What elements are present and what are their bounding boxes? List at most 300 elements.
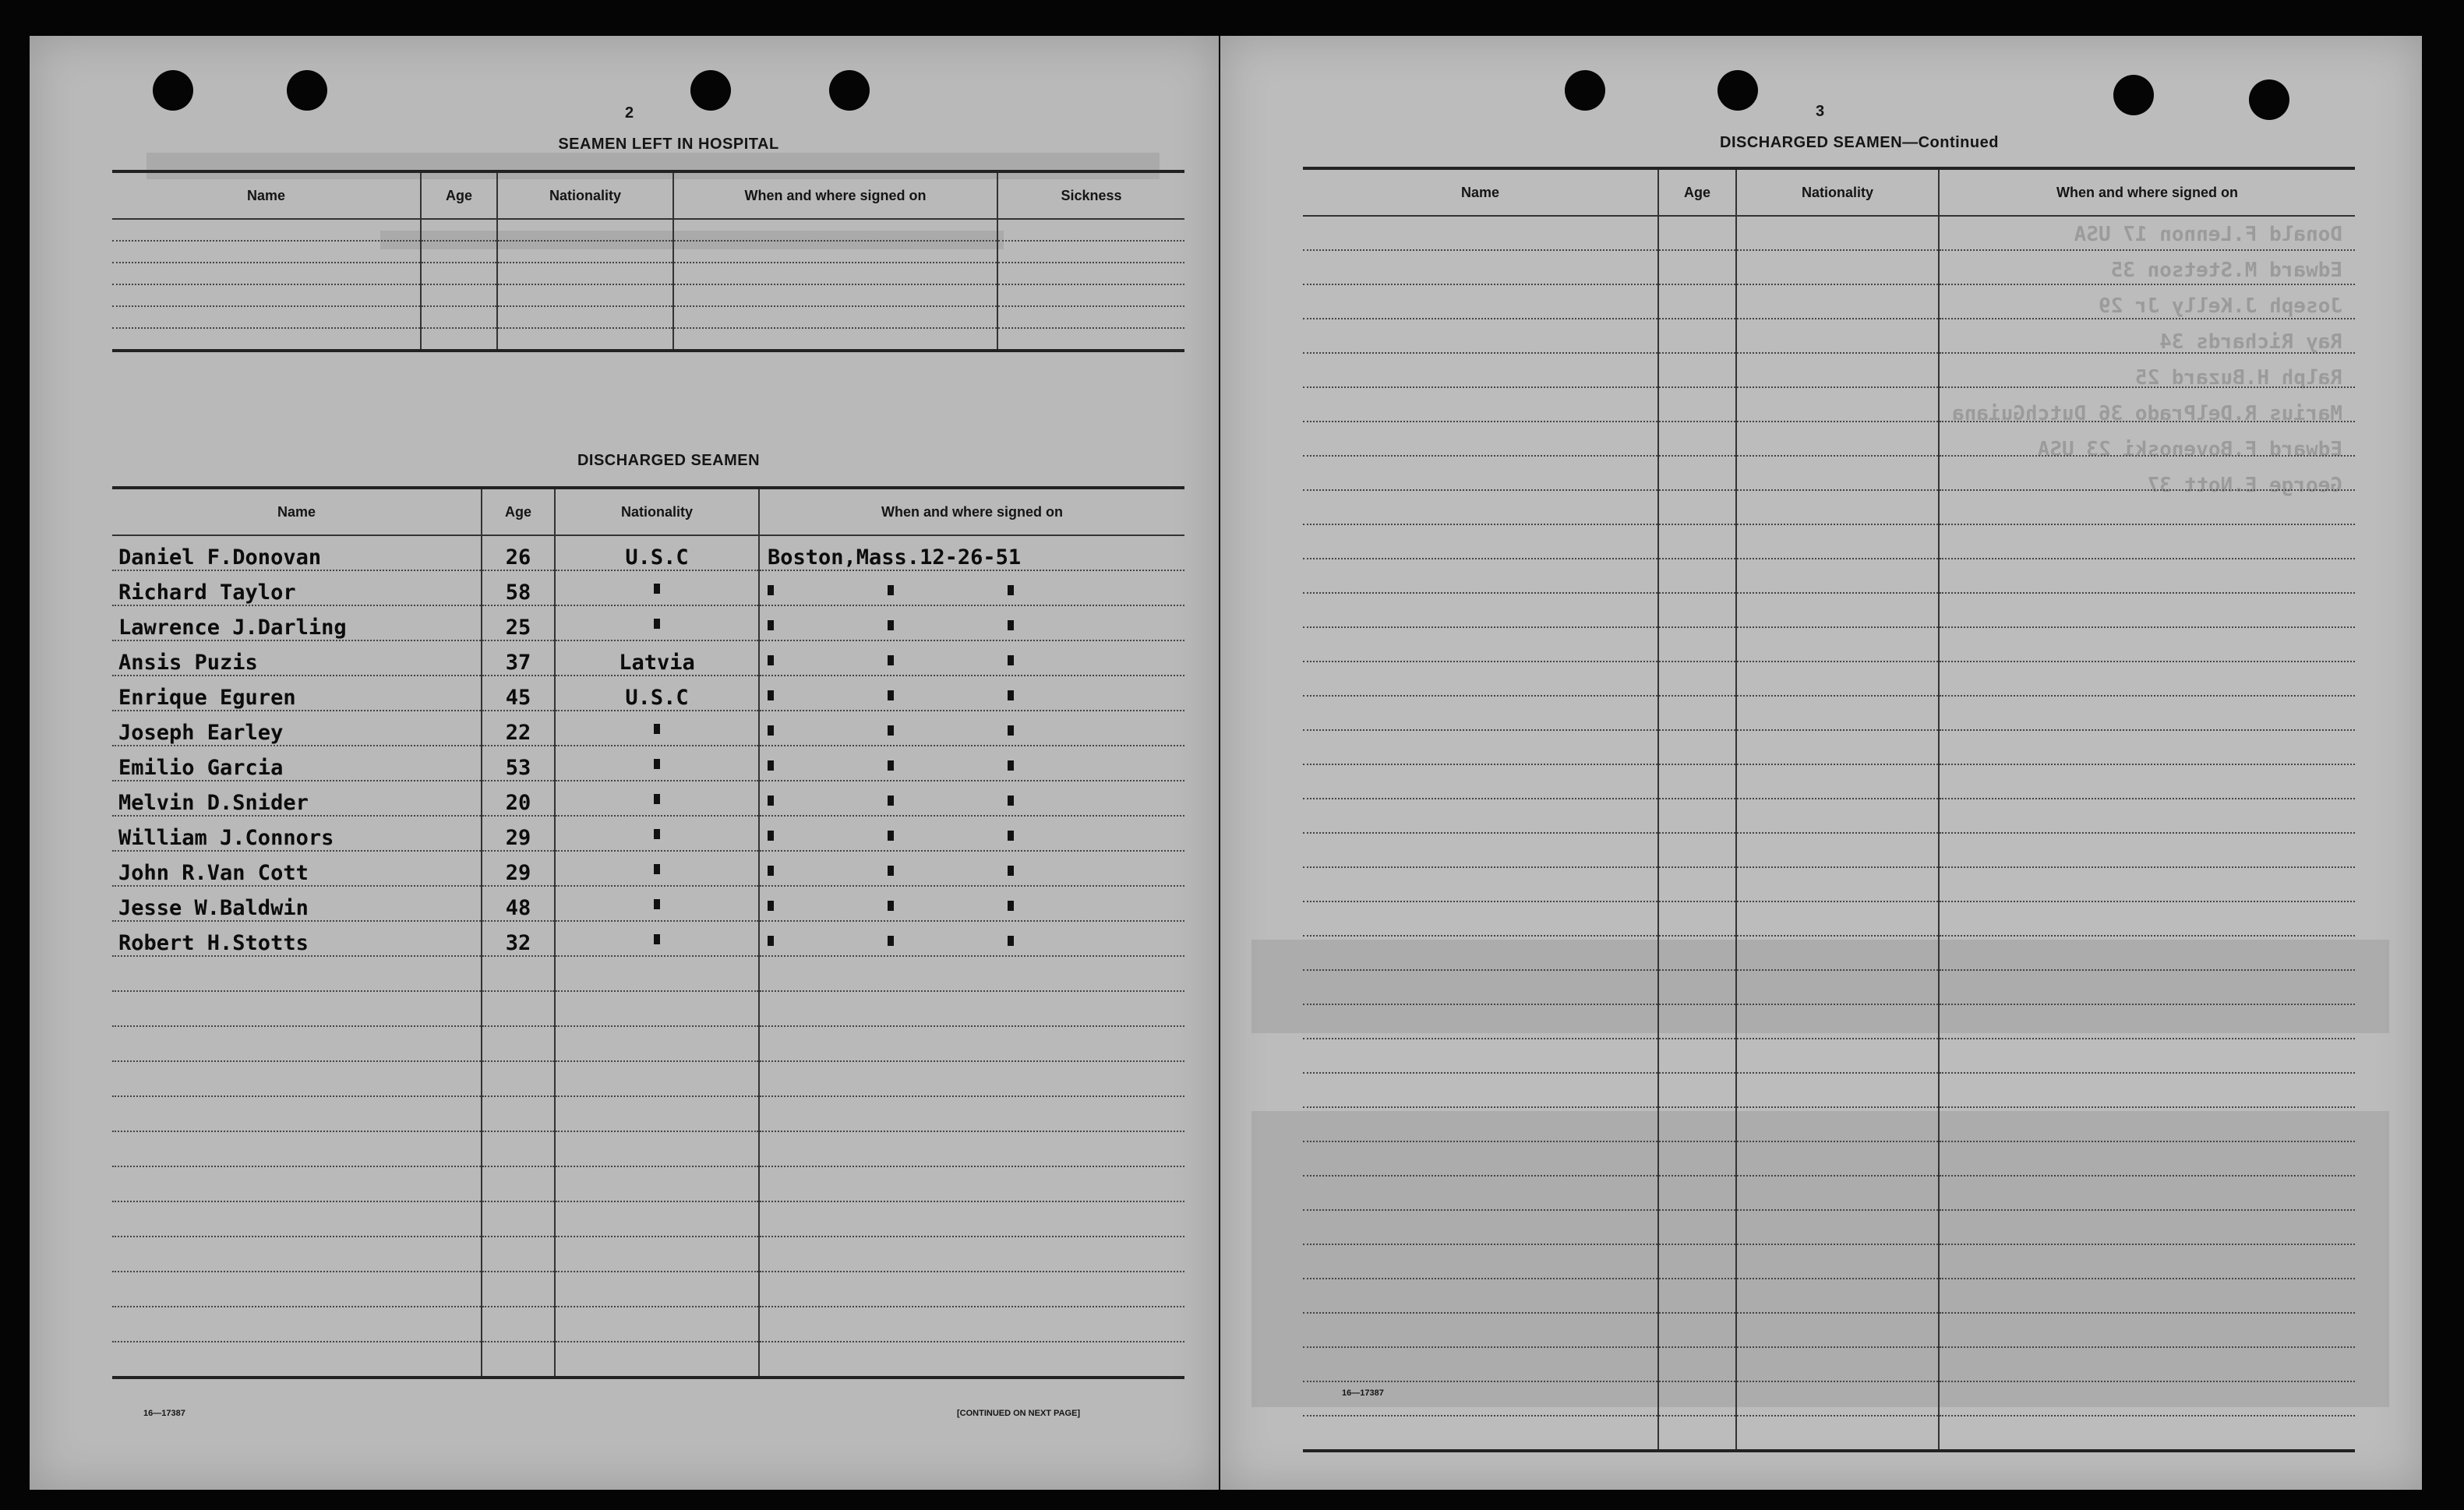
blank-cell: [1303, 627, 1658, 662]
ditto-mark: [768, 655, 774, 665]
blank-cell: [1736, 490, 1939, 524]
blank-cell: [1303, 867, 1658, 901]
blank-cell: [112, 284, 421, 306]
blank-cell: [482, 1166, 555, 1201]
blank-cell: [112, 1026, 482, 1061]
left-form-page: [30, 36, 1219, 1490]
blank-cell: [1736, 1279, 1939, 1313]
blank-cell: [421, 328, 497, 351]
bleed-through-text: Joseph J.Kelly Jr 29: [2098, 295, 2342, 318]
blank-cell: [1658, 970, 1736, 1004]
blank-cell: [1303, 456, 1658, 490]
ditto-mark: [768, 866, 774, 876]
seaman-name: Daniel F.Donovan: [112, 535, 482, 570]
blank-cell: [1658, 1107, 1736, 1141]
blank-row: [1303, 1004, 2355, 1039]
blank-cell: [112, 1342, 482, 1378]
seaman-row: [112, 851, 1184, 886]
ditto-mark: [768, 901, 774, 911]
blank-cell: [1939, 1039, 2355, 1073]
blank-cell: [673, 284, 997, 306]
blank-cell: [1658, 1313, 1736, 1347]
ditto-mark: [768, 725, 774, 736]
blank-cell: [1939, 627, 2355, 662]
blank-cell: [759, 1307, 1184, 1342]
blank-cell: [1658, 524, 1736, 559]
seaman-nationality: U.S.C: [555, 535, 759, 570]
blank-cell: [1736, 1039, 1939, 1073]
blank-cell: [1736, 216, 1939, 250]
seaman-name: Joseph Earley: [112, 711, 482, 746]
blank-cell: [1658, 1279, 1736, 1313]
ditto-marks: [768, 901, 1014, 920]
blank-cell: [1658, 490, 1736, 524]
blank-row: [1303, 559, 2355, 593]
blank-cell: [1303, 559, 1658, 593]
blank-cell: [1658, 627, 1736, 662]
ditto-mark: [768, 620, 774, 630]
ditto-mark: [888, 796, 894, 806]
blank-cell: [1658, 559, 1736, 593]
seaman-row: [112, 676, 1184, 711]
blank-cell: [1658, 250, 1736, 284]
ditto-mark: [768, 831, 774, 841]
blank-cell: [1303, 1004, 1658, 1039]
seaman-age: 53: [482, 746, 555, 781]
seaman-age: 25: [482, 605, 555, 640]
blank-cell: [482, 1131, 555, 1166]
blank-row: [112, 991, 1184, 1026]
blank-cell: [1736, 867, 1939, 901]
blank-cell: [1658, 696, 1736, 730]
ditto-mark: [888, 690, 894, 700]
ditto-marks: [768, 936, 1014, 955]
seaman-name: Jesse W.Baldwin: [112, 886, 482, 921]
punch-hole: [1717, 70, 1758, 111]
seaman-age: 26: [482, 535, 555, 570]
blank-row: [1303, 764, 2355, 799]
blank-cell: [497, 263, 673, 284]
blank-cell: [1939, 524, 2355, 559]
blank-cell: [112, 1272, 482, 1307]
blank-cell: [1658, 1244, 1736, 1279]
blank-row: [1303, 422, 2355, 456]
blank-cell: [1658, 867, 1736, 901]
right-form-page: [1220, 36, 2422, 1490]
column-header: Nationality: [497, 171, 673, 219]
hospital-table-header: [112, 171, 1184, 219]
blank-cell: [1658, 387, 1736, 422]
blank-cell: [759, 1342, 1184, 1378]
column-header: Name: [112, 171, 421, 219]
blank-cell: [421, 306, 497, 328]
blank-cell: [1736, 524, 1939, 559]
ditto-mark: [1008, 901, 1014, 911]
ditto-mark: [888, 655, 894, 665]
blank-row: [1303, 1381, 2355, 1416]
seaman-row: [112, 816, 1184, 851]
blank-cell: [112, 1166, 482, 1201]
blank-cell: [1658, 1004, 1736, 1039]
punch-hole: [153, 70, 193, 111]
blank-row: [1303, 1416, 2355, 1451]
ditto-mark: [654, 759, 660, 769]
ditto-mark: [888, 760, 894, 771]
blank-cell: [1303, 1141, 1658, 1176]
blank-cell: [112, 1307, 482, 1342]
blank-cell: [1303, 422, 1658, 456]
blank-row: [1303, 456, 2355, 490]
punch-hole: [2113, 75, 2154, 115]
blank-cell: [1736, 593, 1939, 627]
ditto-mark: [654, 619, 660, 629]
blank-cell: [555, 1237, 759, 1272]
blank-cell: [997, 219, 1184, 241]
blank-row: [112, 1166, 1184, 1201]
blank-cell: [1736, 559, 1939, 593]
blank-cell: [1939, 1176, 2355, 1210]
bleed-through-text: Edward F.Bovenoski 23 USA: [2037, 438, 2342, 461]
blank-cell: [555, 1061, 759, 1096]
blank-row: [1303, 970, 2355, 1004]
blank-cell: [1939, 284, 2355, 319]
blank-cell: [997, 284, 1184, 306]
blank-cell: [1303, 1416, 1658, 1451]
blank-row: [1303, 1210, 2355, 1244]
blank-cell: [759, 1201, 1184, 1237]
blank-cell: [1736, 730, 1939, 764]
blank-cell: [1939, 1107, 2355, 1141]
blank-cell: [1658, 422, 1736, 456]
blank-cell: [1736, 1244, 1939, 1279]
blank-row: [112, 1096, 1184, 1131]
blank-cell: [1658, 1347, 1736, 1381]
blank-row: [1303, 1244, 2355, 1279]
seaman-name: John R.Van Cott: [112, 851, 482, 886]
seaman-nationality-ditto: [555, 816, 759, 851]
seaman-row: [112, 921, 1184, 956]
blank-cell: [673, 263, 997, 284]
blank-cell: [997, 328, 1184, 351]
blank-cell: [1939, 1381, 2355, 1416]
ditto-marks: [768, 725, 1014, 745]
bleed-through-text: Marius R.DelPrado 36 DutchGuiana: [1952, 402, 2342, 425]
blank-cell: [1939, 1244, 2355, 1279]
blank-cell: [1658, 1073, 1736, 1107]
blank-cell: [1939, 799, 2355, 833]
blank-row: [1303, 799, 2355, 833]
blank-cell: [759, 1166, 1184, 1201]
punch-hole: [829, 70, 870, 111]
blank-cell: [1939, 1313, 2355, 1347]
blank-cell: [1736, 764, 1939, 799]
blank-cell: [1736, 284, 1939, 319]
column-header: Age: [1658, 168, 1736, 216]
seaman-nationality: U.S.C: [555, 676, 759, 711]
column-header: When and where signed on: [673, 171, 997, 219]
blank-cell: [482, 1026, 555, 1061]
blank-cell: [1939, 456, 2355, 490]
bleed-through-text: George E.Nott 37: [2147, 474, 2342, 497]
blank-cell: [1303, 764, 1658, 799]
hospital-row: [112, 219, 1184, 241]
blank-row: [1303, 1141, 2355, 1176]
seaman-row: [112, 711, 1184, 746]
blank-cell: [759, 1061, 1184, 1096]
column-header: When and where signed on: [1939, 168, 2355, 216]
blank-row: [1303, 1279, 2355, 1313]
column-header: Age: [482, 488, 555, 535]
page-number: 2: [625, 104, 634, 122]
blank-cell: [997, 306, 1184, 328]
blank-cell: [1736, 387, 1939, 422]
blank-cell: [112, 263, 421, 284]
blank-row: [1303, 1313, 2355, 1347]
continued-note: [CONTINUED ON NEXT PAGE]: [957, 1409, 1081, 1418]
blank-cell: [1658, 216, 1736, 250]
seaman-age: 45: [482, 676, 555, 711]
seaman-row: [112, 781, 1184, 816]
discharged-section-title: DISCHARGED SEAMEN: [577, 452, 761, 469]
blank-cell: [1939, 559, 2355, 593]
blank-row: [1303, 662, 2355, 696]
ditto-mark: [768, 760, 774, 771]
blank-cell: [1939, 730, 2355, 764]
blank-row: [1303, 1347, 2355, 1381]
blank-row: [1303, 1039, 2355, 1073]
blank-cell: [1736, 662, 1939, 696]
blank-cell: [1658, 353, 1736, 387]
blank-cell: [759, 991, 1184, 1026]
ditto-mark: [768, 585, 774, 595]
seaman-name: Enrique Eguren: [112, 676, 482, 711]
blank-cell: [482, 1237, 555, 1272]
blank-cell: [1939, 764, 2355, 799]
punch-hole: [690, 70, 731, 111]
blank-cell: [997, 263, 1184, 284]
blank-cell: [112, 1201, 482, 1237]
seaman-age: 20: [482, 781, 555, 816]
ditto-mark: [654, 724, 660, 734]
blank-cell: [555, 1026, 759, 1061]
column-header: Nationality: [555, 488, 759, 535]
blank-cell: [1303, 1176, 1658, 1210]
blank-cell: [1658, 1381, 1736, 1416]
blank-cell: [1736, 1210, 1939, 1244]
blank-cell: [1939, 901, 2355, 936]
ditto-marks: [768, 620, 1014, 640]
blank-cell: [1303, 1210, 1658, 1244]
blank-row: [112, 1201, 1184, 1237]
ditto-mark: [1008, 690, 1014, 700]
blank-cell: [1303, 1244, 1658, 1279]
seaman-signed-on-ditto: [759, 570, 1184, 605]
hospital-row: [112, 328, 1184, 351]
blank-cell: [1658, 764, 1736, 799]
blank-cell: [1303, 593, 1658, 627]
blank-cell: [1658, 284, 1736, 319]
blank-row: [112, 1342, 1184, 1378]
ditto-mark: [768, 936, 774, 946]
ditto-mark: [1008, 831, 1014, 841]
ditto-mark: [1008, 760, 1014, 771]
blank-cell: [1736, 970, 1939, 1004]
blank-row: [1303, 833, 2355, 867]
blank-row: [112, 956, 1184, 991]
blank-cell: [1303, 319, 1658, 353]
blank-cell: [1303, 1313, 1658, 1347]
blank-cell: [497, 241, 673, 263]
blank-cell: [673, 328, 997, 351]
ditto-mark: [1008, 866, 1014, 876]
blank-cell: [1303, 284, 1658, 319]
seaman-nationality-ditto: [555, 605, 759, 640]
blank-cell: [1303, 1039, 1658, 1073]
seaman-name: Richard Taylor: [112, 570, 482, 605]
blank-cell: [555, 1307, 759, 1342]
seaman-nationality-ditto: [555, 570, 759, 605]
ditto-marks: [768, 690, 1014, 710]
blank-cell: [1303, 490, 1658, 524]
ditto-marks: [768, 655, 1014, 675]
blank-cell: [1939, 250, 2355, 284]
blank-cell: [1658, 730, 1736, 764]
discharged-continued-header: [1303, 168, 2355, 216]
blank-cell: [1658, 593, 1736, 627]
blank-cell: [1939, 387, 2355, 422]
blank-cell: [1736, 901, 1939, 936]
ditto-mark: [768, 796, 774, 806]
blank-cell: [1303, 1107, 1658, 1141]
ditto-mark: [654, 794, 660, 804]
bleed-through-text: Edward M.Stetson 35: [2110, 259, 2342, 282]
blank-row: [1303, 1176, 2355, 1210]
blank-cell: [112, 1061, 482, 1096]
seaman-signed-on-ditto: [759, 886, 1184, 921]
blank-cell: [497, 306, 673, 328]
blank-cell: [1736, 353, 1939, 387]
seaman-row: [112, 570, 1184, 605]
ditto-mark: [1008, 936, 1014, 946]
blank-cell: [555, 1166, 759, 1201]
ditto-mark: [888, 585, 894, 595]
blank-cell: [1736, 1313, 1939, 1347]
bleed-through-text: Donald F.Lennon 17 USA: [2074, 223, 2342, 246]
ditto-marks: [768, 831, 1014, 850]
seaman-age: 22: [482, 711, 555, 746]
ditto-mark: [654, 934, 660, 944]
seaman-name: Emilio Garcia: [112, 746, 482, 781]
seaman-age: 29: [482, 851, 555, 886]
blank-cell: [1939, 593, 2355, 627]
seaman-row: [112, 605, 1184, 640]
blank-cell: [555, 1201, 759, 1237]
punch-hole: [1565, 70, 1605, 111]
ditto-mark: [654, 584, 660, 594]
seaman-nationality-ditto: [555, 886, 759, 921]
blank-cell: [1303, 970, 1658, 1004]
blank-cell: [1939, 1073, 2355, 1107]
ditto-marks: [768, 585, 1014, 605]
continued-section-title: DISCHARGED SEAMEN—Continued: [1720, 134, 1999, 151]
blank-cell: [1939, 1210, 2355, 1244]
blank-row: [112, 1061, 1184, 1096]
seaman-signed-on-ditto: [759, 640, 1184, 676]
blank-cell: [482, 956, 555, 991]
blank-cell: [1736, 250, 1939, 284]
blank-row: [1303, 524, 2355, 559]
blank-cell: [1658, 833, 1736, 867]
blank-cell: [482, 1342, 555, 1378]
blank-cell: [1303, 1073, 1658, 1107]
ditto-mark: [1008, 796, 1014, 806]
discharged-continued-table: [1303, 167, 2355, 1452]
blank-cell: [1736, 1381, 1939, 1416]
seaman-nationality-ditto: [555, 921, 759, 956]
blank-cell: [1303, 353, 1658, 387]
seaman-nationality-ditto: [555, 711, 759, 746]
ditto-mark: [654, 864, 660, 874]
column-header: Nationality: [1736, 168, 1939, 216]
blank-cell: [1736, 1073, 1939, 1107]
blank-row: [112, 1131, 1184, 1166]
blank-cell: [1303, 696, 1658, 730]
blank-cell: [1939, 936, 2355, 970]
blank-row: [112, 1307, 1184, 1342]
blank-cell: [112, 1096, 482, 1131]
blank-cell: [555, 1131, 759, 1166]
ditto-mark: [888, 831, 894, 841]
column-header: When and where signed on: [759, 488, 1184, 535]
blank-cell: [759, 1272, 1184, 1307]
punch-hole: [2249, 79, 2289, 120]
blank-row: [1303, 319, 2355, 353]
blank-row: [1303, 730, 2355, 764]
blank-cell: [1658, 1176, 1736, 1210]
seaman-age: 48: [482, 886, 555, 921]
blank-cell: [1658, 1039, 1736, 1073]
seaman-signed-on-ditto: [759, 851, 1184, 886]
blank-cell: [497, 328, 673, 351]
blank-cell: [1939, 833, 2355, 867]
hospital-section-title: SEAMEN LEFT IN HOSPITAL: [558, 136, 779, 153]
blank-cell: [482, 1201, 555, 1237]
ditto-marks: [768, 866, 1014, 885]
blank-cell: [482, 991, 555, 1026]
blank-cell: [1303, 387, 1658, 422]
seaman-name: Robert H.Stotts: [112, 921, 482, 956]
seaman-name: William J.Connors: [112, 816, 482, 851]
hospital-row: [112, 263, 1184, 284]
seaman-name: Melvin D.Snider: [112, 781, 482, 816]
hospital-row: [112, 241, 1184, 263]
seaman-signed-on-ditto: [759, 746, 1184, 781]
column-header: Name: [112, 488, 482, 535]
seaman-signed-on-ditto: [759, 711, 1184, 746]
hospital-table: [112, 170, 1184, 352]
ditto-mark: [888, 901, 894, 911]
discharged-table-header: [112, 488, 1184, 535]
hospital-row: [112, 284, 1184, 306]
punch-hole: [287, 70, 327, 111]
ditto-mark: [1008, 620, 1014, 630]
blank-row: [1303, 250, 2355, 284]
blank-cell: [1303, 1347, 1658, 1381]
ditto-mark: [888, 620, 894, 630]
blank-cell: [1939, 1279, 2355, 1313]
blank-cell: [1736, 456, 1939, 490]
blank-cell: [1303, 799, 1658, 833]
